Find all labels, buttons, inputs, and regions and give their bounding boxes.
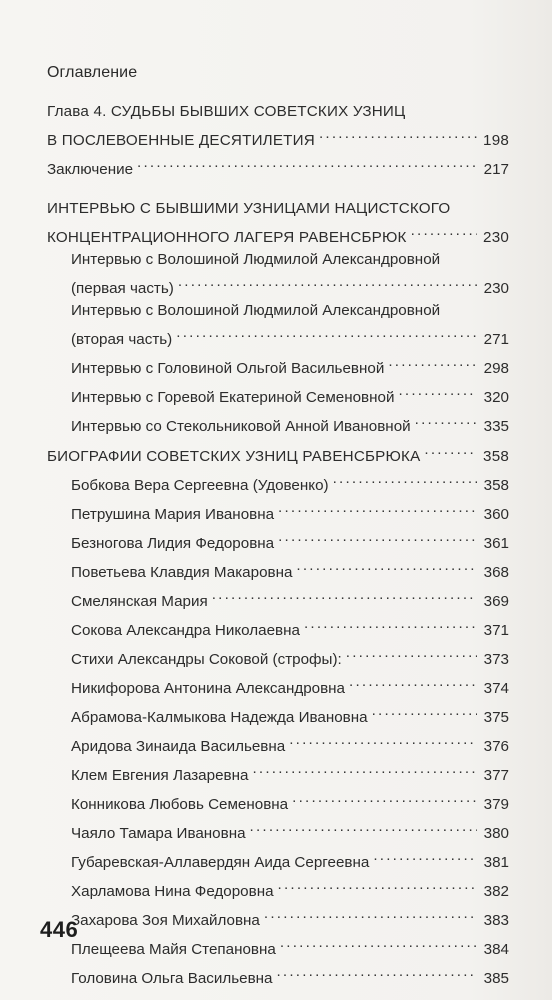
toc-block-chapters <box>47 101 509 181</box>
dot-leader <box>289 729 477 751</box>
dot-leader <box>372 700 477 722</box>
dot-leader <box>250 816 477 838</box>
toc-entry-title: Интервью с Горевой Екатериной Семеновной <box>71 389 395 406</box>
toc-page-number: 377 <box>483 767 509 784</box>
toc-entry-title: Чаяло Тамара Ивановна <box>71 825 246 842</box>
toc-page-number: 384 <box>483 941 509 958</box>
toc-entry-biography <box>47 787 509 816</box>
dot-leader <box>296 555 477 577</box>
toc-entry-title: (первая часть) <box>71 280 174 297</box>
dot-leader <box>137 152 477 174</box>
dot-leader <box>278 874 477 896</box>
toc-page-number: 360 <box>483 506 509 523</box>
toc-entry-title: БИОГРАФИИ СОВЕТСКИХ УЗНИЦ РАВЕНСБРЮКА <box>47 448 421 465</box>
toc-biography-list <box>47 468 509 990</box>
dot-leader <box>349 671 477 693</box>
dot-leader <box>398 380 477 402</box>
toc-page-number: 374 <box>483 680 509 697</box>
dot-leader <box>212 584 477 606</box>
toc-entry-title: Петрушина Мария Ивановна <box>71 506 275 523</box>
toc-page-number: 376 <box>483 738 509 755</box>
toc-page-number: 373 <box>483 651 509 668</box>
dot-leader <box>304 613 477 635</box>
toc-entry-interview-2-line1: Интервью с Волошиной Людмилой Александровной <box>71 302 441 319</box>
toc-page-number: 298 <box>483 360 509 377</box>
toc-entry-interview-4 <box>47 380 509 409</box>
toc-entry-title: Заключение <box>47 161 134 178</box>
dot-leader <box>278 526 477 548</box>
toc-page-number: 335 <box>483 418 509 435</box>
toc-page-number: 320 <box>483 389 509 406</box>
toc-page-number: 230 <box>483 280 509 297</box>
toc-entry-biography <box>47 816 509 845</box>
toc-entry-title: Аридова Зинаида Васильевна <box>71 738 286 755</box>
toc-page-number: 371 <box>483 622 509 639</box>
dot-leader <box>424 439 477 461</box>
toc-entry-interview-1-line1: Интервью с Волошиной Людмилой Александровной <box>71 251 441 268</box>
toc-entry-biography <box>47 642 509 671</box>
toc-entry-biography <box>47 468 509 497</box>
toc-entry-title: Плещеева Майя Степановна <box>71 941 276 958</box>
dot-leader <box>319 123 477 145</box>
dot-leader <box>176 322 477 344</box>
toc-entry-biography <box>47 497 509 526</box>
toc-entry-title: Клем Евгения Лазаревна <box>71 767 249 784</box>
dot-leader <box>292 787 477 809</box>
toc-entry-interview-2 <box>47 322 509 351</box>
dot-leader <box>373 845 477 867</box>
dot-leader <box>178 271 477 293</box>
toc-page-number: 358 <box>483 448 509 465</box>
toc-page-number: 383 <box>483 912 509 929</box>
toc-page-number: 369 <box>483 593 509 610</box>
toc-section-interviews-line1: ИНТЕРВЬЮ С БЫВШИМИ УЗНИЦАМИ НАЦИСТСКОГО <box>47 200 451 217</box>
toc-page-number: 358 <box>483 477 509 494</box>
toc-entry-title: Интервью со Стекольниковой Анной Ивановной <box>71 418 411 435</box>
toc-entry-title: Губаревская-Аллавердян Аида Сергеевна <box>71 854 370 871</box>
toc-entry-title: Харламова Нина Федоровна <box>71 883 274 900</box>
toc-block-biographies <box>47 439 509 990</box>
dot-leader <box>264 903 477 925</box>
toc-entry-biography <box>47 961 509 990</box>
toc-entry-title: Бобкова Вера Сергеевна (Удовенко) <box>71 477 329 494</box>
toc-entry-title: Конникова Любовь Семеновна <box>71 796 289 813</box>
toc-entry-biography <box>47 845 509 874</box>
toc-entry-title: В ПОСЛЕВОЕННЫЕ ДЕСЯТИЛЕТИЯ <box>47 132 315 149</box>
toc-page-number: 385 <box>483 970 509 987</box>
toc-entry-title: Головина Ольга Васильевна <box>71 970 273 987</box>
toc-entry-title: Стихи Александры Соковой (строфы): <box>71 651 342 668</box>
toc-entry-biography <box>47 555 509 584</box>
toc-page-number: 271 <box>483 331 509 348</box>
toc-page-number: 368 <box>483 564 509 581</box>
toc-entry-biography <box>47 584 509 613</box>
toc-entry-title: КОНЦЕНТРАЦИОННОГО ЛАГЕРЯ РАВЕНСБРЮК <box>47 229 407 246</box>
toc-page-number: 230 <box>483 229 509 246</box>
toc-page-number: 217 <box>483 161 509 178</box>
toc-entry-title: (вторая часть) <box>71 331 173 348</box>
toc-page-number: 382 <box>483 883 509 900</box>
toc-section-biographies <box>47 439 509 468</box>
toc-page-number: 380 <box>483 825 509 842</box>
toc-entry-title: Поветьева Клавдия Макаровна <box>71 564 293 581</box>
toc-entry-title: Абрамова-Калмыкова Надежда Ивановна <box>71 709 368 726</box>
toc-entry-biography <box>47 932 509 961</box>
page-number: 446 <box>40 917 79 942</box>
toc-entry-biography <box>47 700 509 729</box>
dot-leader <box>388 351 477 373</box>
toc-entry-title: Интервью с Головиной Ольгой Васильевной <box>71 360 385 377</box>
toc-entry-biography <box>47 526 509 555</box>
toc-entry-biography <box>47 903 509 932</box>
toc-entry-title: Захарова Зоя Михайловна <box>71 912 260 929</box>
toc-entry-chapter4 <box>47 123 509 152</box>
toc-entry-chapter4-line1: Глава 4. СУДЬБЫ БЫВШИХ СОВЕТСКИХ УЗНИЦ <box>47 103 406 120</box>
toc-entry-conclusion <box>47 152 509 181</box>
toc-page-number: 375 <box>483 709 509 726</box>
toc-entry-biography <box>47 671 509 700</box>
toc-entry-biography <box>47 729 509 758</box>
toc-entry-biography <box>47 758 509 787</box>
toc-entry-title: Безногова Лидия Федоровна <box>71 535 275 552</box>
toc-entry-title: Никифорова Антонина Александровна <box>71 680 345 697</box>
toc-entry-title: Сокова Александра Николаевна <box>71 622 300 639</box>
dot-leader <box>278 497 477 519</box>
dot-leader <box>333 468 477 490</box>
toc-entry-interview-5 <box>47 409 509 438</box>
dot-leader <box>252 758 477 780</box>
running-header: Оглавление <box>47 64 138 81</box>
toc-entry-biography <box>47 874 509 903</box>
toc-section-interviews <box>47 220 509 249</box>
dot-leader <box>280 932 477 954</box>
dot-leader <box>411 220 477 242</box>
toc-page-number: 198 <box>483 132 509 149</box>
toc-page-number: 361 <box>483 535 509 552</box>
toc-entry-biography <box>47 613 509 642</box>
toc-entry-title: Смелянская Мария <box>71 593 208 610</box>
toc-entry-interview-1 <box>47 271 509 300</box>
dot-leader <box>276 961 477 983</box>
dot-leader <box>415 409 477 431</box>
dot-leader <box>346 642 477 664</box>
toc-page-number: 381 <box>483 854 509 871</box>
toc-page-number: 379 <box>483 796 509 813</box>
toc-block-interviews <box>47 198 509 438</box>
toc-entry-interview-3 <box>47 351 509 380</box>
